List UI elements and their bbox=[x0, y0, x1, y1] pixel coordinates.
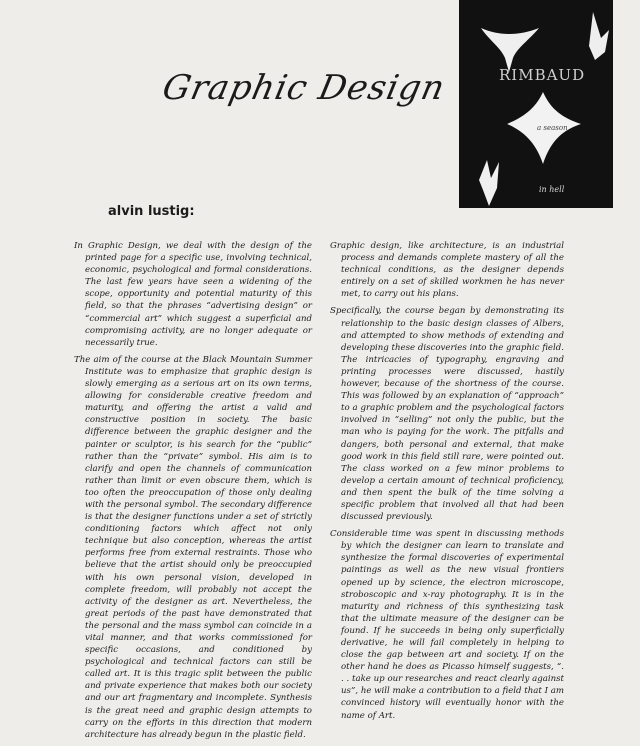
paragraph: Considerable time was spent in discussing methods by which the designer can learn to translate and synthesize the formal discoveries of experimental paintings as well as the new visual frontiers opened up by science, the electron microscope, stroboscopic and x-ray photography. It is in the maturity and richness of this synthesizing task that the ultimate measure of the designer can be found. If he succeeds in being only superficially derivative, he will fail completely in helping to close the gap between art and society. If on the other hand he does as Picasso himself suggests, “. . . take up our researches and react clearly against us”, he will make a contribution to a field that I am convinced history will eventually honor with the name of Art. bbox=[330, 529, 564, 721]
cover-artwork bbox=[459, 0, 613, 208]
author-name: alvin lustig: bbox=[108, 204, 195, 219]
paragraph: Graphic design, like architecture, is an industrial process and demands complete mastery of all the technical conditions, as the designer depends entirely on a set of skilled workmen he has never met, to carry out his plans. bbox=[330, 241, 564, 300]
cover-title: RIMBAUD bbox=[499, 66, 586, 84]
cover-footer: in hell bbox=[539, 185, 565, 194]
text-column-left bbox=[74, 240, 312, 746]
text-column-right bbox=[330, 240, 564, 727]
paragraph: In Graphic Design, we deal with the design of the printed page for a specific use, involving technical, economic, psychological and formal considerations. The last few years have seen a widening of the scope, opportunity and potential maturity of this field, so that the phrases “advertising design” or “commercial art” which suggest a superficial and compromising activity, are no longer adequate or necessarily true. bbox=[74, 241, 312, 348]
page-heading: Graphic Design bbox=[158, 68, 449, 108]
book-cover-illustration bbox=[459, 0, 613, 208]
paragraph: Specifically, the course began by demonstrating its relationship to the basic design classes of Albers, and attempted to show methods of extending and developing these discoveries into the graphic field. The intricacies of typography, engraving and printing processes were discussed, hastily however, because of the shortness of the course. This was followed by an explanation of “approach” to a graphic problem and the psychological factors involved in “selling” not only the public, but the man who is paying for the work. The pitfalls and dangers, both personal and external, that make good work in this field still rare, were pointed out. The class worked on a few minor problems to develop a certain amount of technical proficiency, and then spent the bulk of the time solving a specific problem that involved all that had been discussed previously. bbox=[330, 306, 564, 523]
cover-subtitle: a season bbox=[537, 124, 568, 132]
paragraph: The aim of the course at the Black Mountain Summer Institute was to emphasize that graphic design is slowly emerging as a serious art on its own terms, allowing for considerable creative freedom and maturity, and offering the artist a valid and constructive position in society. The basic difference between the graphic designer and the painter or sculptor, is his search for the “public” rather than the “private” symbol. His aim is to clarify and open the channels of communication rather than limit or even obscure them, which is too often the preoccupation of those only dealing with the personal symbol. The secondary difference is that the designer functions under a set of strictly conditioning factors which affect not only technique but also conception, whereas the artist performs free from external restraints. Those who believe that the artist should only be preoccupied with his own personal vision, developed in complete freedom, will probably not accept the activity of the designer as art. Nevertheless, the great periods of the past have demonstrated that the personal and the mass symbol can coincide in a vital manner, and that works commissioned for specific occasions, and conditioned by psychological and technical factors can still be called art. It is this tragic split between the public and private experience that makes both our society and our art fragmentary and incomplete. Synthesis is the great need and graphic design attempts to carry on the efforts in this direction that modern architecture has already begun in the plastic field. bbox=[74, 354, 312, 740]
